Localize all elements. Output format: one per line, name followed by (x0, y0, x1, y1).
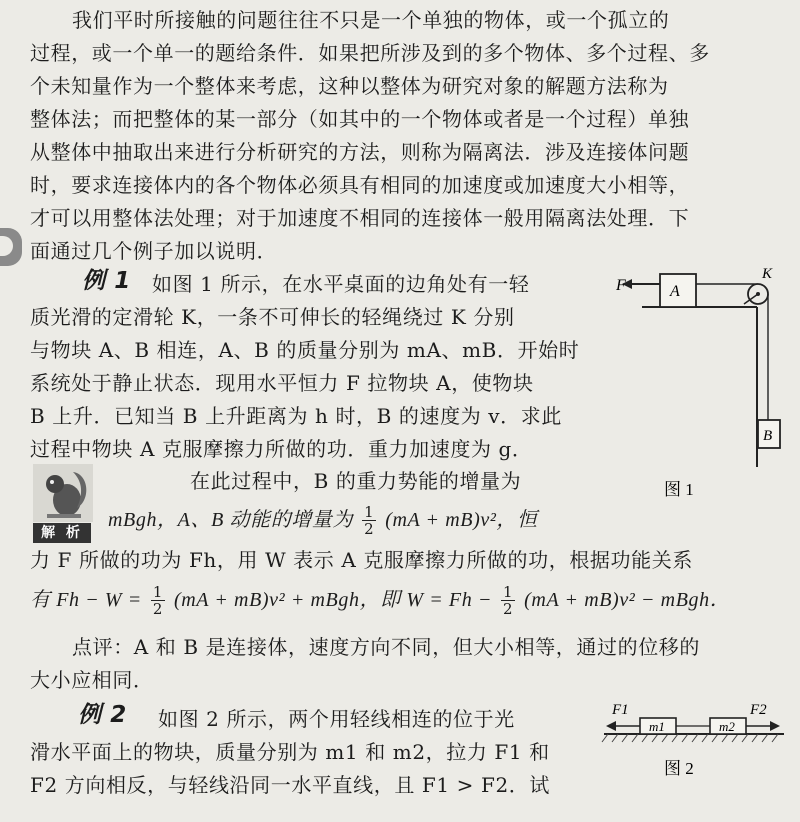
squirrel-badge-icon (33, 464, 93, 522)
solution-line-1: 在此过程中，B 的重力势能的增量为 (190, 469, 522, 493)
figure-2-caption: 图 2 (664, 759, 694, 778)
intro-line-4: 整体法；而把整体的某一部分（如其中的一个物体或者是一个过程）单独 (30, 107, 690, 131)
example1-line-6: 过程中物块 A 克服摩擦力所做的功．重力加速度为 g． (30, 437, 533, 461)
intro-line-1: 我们平时所接触的问题往往不只是一个单独的物体，或一个孤立的 (72, 8, 670, 32)
example1-line-1: 如图 1 所示，在水平桌面的边角处有一轻 (152, 272, 530, 296)
force-label: F (616, 277, 626, 294)
f1-label: F1 (612, 702, 629, 718)
half-fraction: $\frac{1}{2}$ (364, 503, 375, 538)
equation-middle: (mA + mB)v² + mBgh，即 W = Fh − (173, 589, 493, 611)
figure-1-diagram (612, 262, 792, 502)
equation-start: 有 Fh − W = (30, 589, 142, 611)
example2-line-1: 如图 2 所示，两个用轻线相连的位于光 (158, 707, 515, 731)
block-a-label: A (670, 283, 680, 300)
intro-line-5: 从整体中抽取出来进行分析研究的方法，则称为隔离法．涉及连接体问题 (30, 140, 690, 164)
page-edge-tab (0, 228, 22, 266)
f2-arrowhead-icon (770, 721, 780, 731)
block-m1-label: m1 (649, 719, 665, 734)
comment-line-2: 大小应相同． (30, 668, 154, 692)
solution-line-2-end: (mA + mB)v²，恒 (385, 509, 538, 531)
example1-line-2: 质光滑的定滑轮 K，一条不可伸长的轻绳绕过 K 分别 (30, 305, 515, 329)
example1-line-3: 与物块 A、B 相连，A、B 的质量分别为 mA、mB．开始时 (30, 338, 580, 362)
example2-tag: 例 2 (78, 702, 127, 728)
intro-line-6: 时，要求连接体内的各个物体必须具有相同的加速度或加速度大小相等， (30, 173, 690, 197)
f1-arrowhead-icon (606, 721, 616, 731)
solution-line-2 (108, 504, 538, 537)
figure-2-diagram (598, 696, 788, 786)
example1-tag: 例 1 (82, 268, 131, 294)
example1-line-4: 系统处于静止状态．现用水平恒力 F 拉物块 A，使物块 (30, 371, 534, 395)
example2-line-3: F2 方向相反，与轻线沿同一水平直线，且 F1 > F2．试 (30, 773, 550, 797)
comment-line-1: 点评：A 和 B 是连接体，速度方向不同，但大小相等，通过的位移的 (72, 635, 701, 659)
equation-end: (mA + mB)v² − mBgh． (524, 589, 731, 611)
ground-hatching (602, 734, 778, 742)
pulley-label: K (762, 266, 773, 282)
intro-line-2: 过程，或一个单一的题给条件．如果把所涉及到的多个物体、多个过程、多 (30, 41, 710, 65)
f2-label: F2 (750, 702, 767, 718)
half-fraction-2: $\frac{1}{2}$ (152, 583, 163, 618)
intro-line-7: 才可以用整体法处理；对于加速度不相同的连接体一般用隔离法处理．下 (30, 206, 690, 230)
block-m2-label: m2 (719, 719, 735, 734)
half-fraction-3: $\frac{1}{2}$ (503, 583, 514, 618)
solution-badge: 解 析 (33, 523, 91, 543)
example2-line-2: 滑水平面上的物块，质量分别为 m1 和 m2，拉力 F1 和 (30, 740, 550, 764)
solution-line-3: 力 F 所做的功为 Fh，用 W 表示 A 克服摩擦力所做的功，根据功能关系 (30, 548, 693, 572)
example1-line-5: B 上升．已知当 B 上升距离为 h 时，B 的速度为 v．求此 (30, 404, 562, 428)
intro-line-8: 面通过几个例子加以说明． (30, 239, 278, 263)
solution-line-4 (30, 584, 730, 617)
block-b-label: B (763, 428, 773, 444)
figure-1-caption: 图 1 (664, 480, 694, 499)
solution-line-2-start: mBgh，A、B 动能的增量为 (108, 509, 354, 531)
intro-line-3: 个未知量作为一个整体来考虑，这种以整体为研究对象的解题方法称为 (30, 74, 669, 98)
